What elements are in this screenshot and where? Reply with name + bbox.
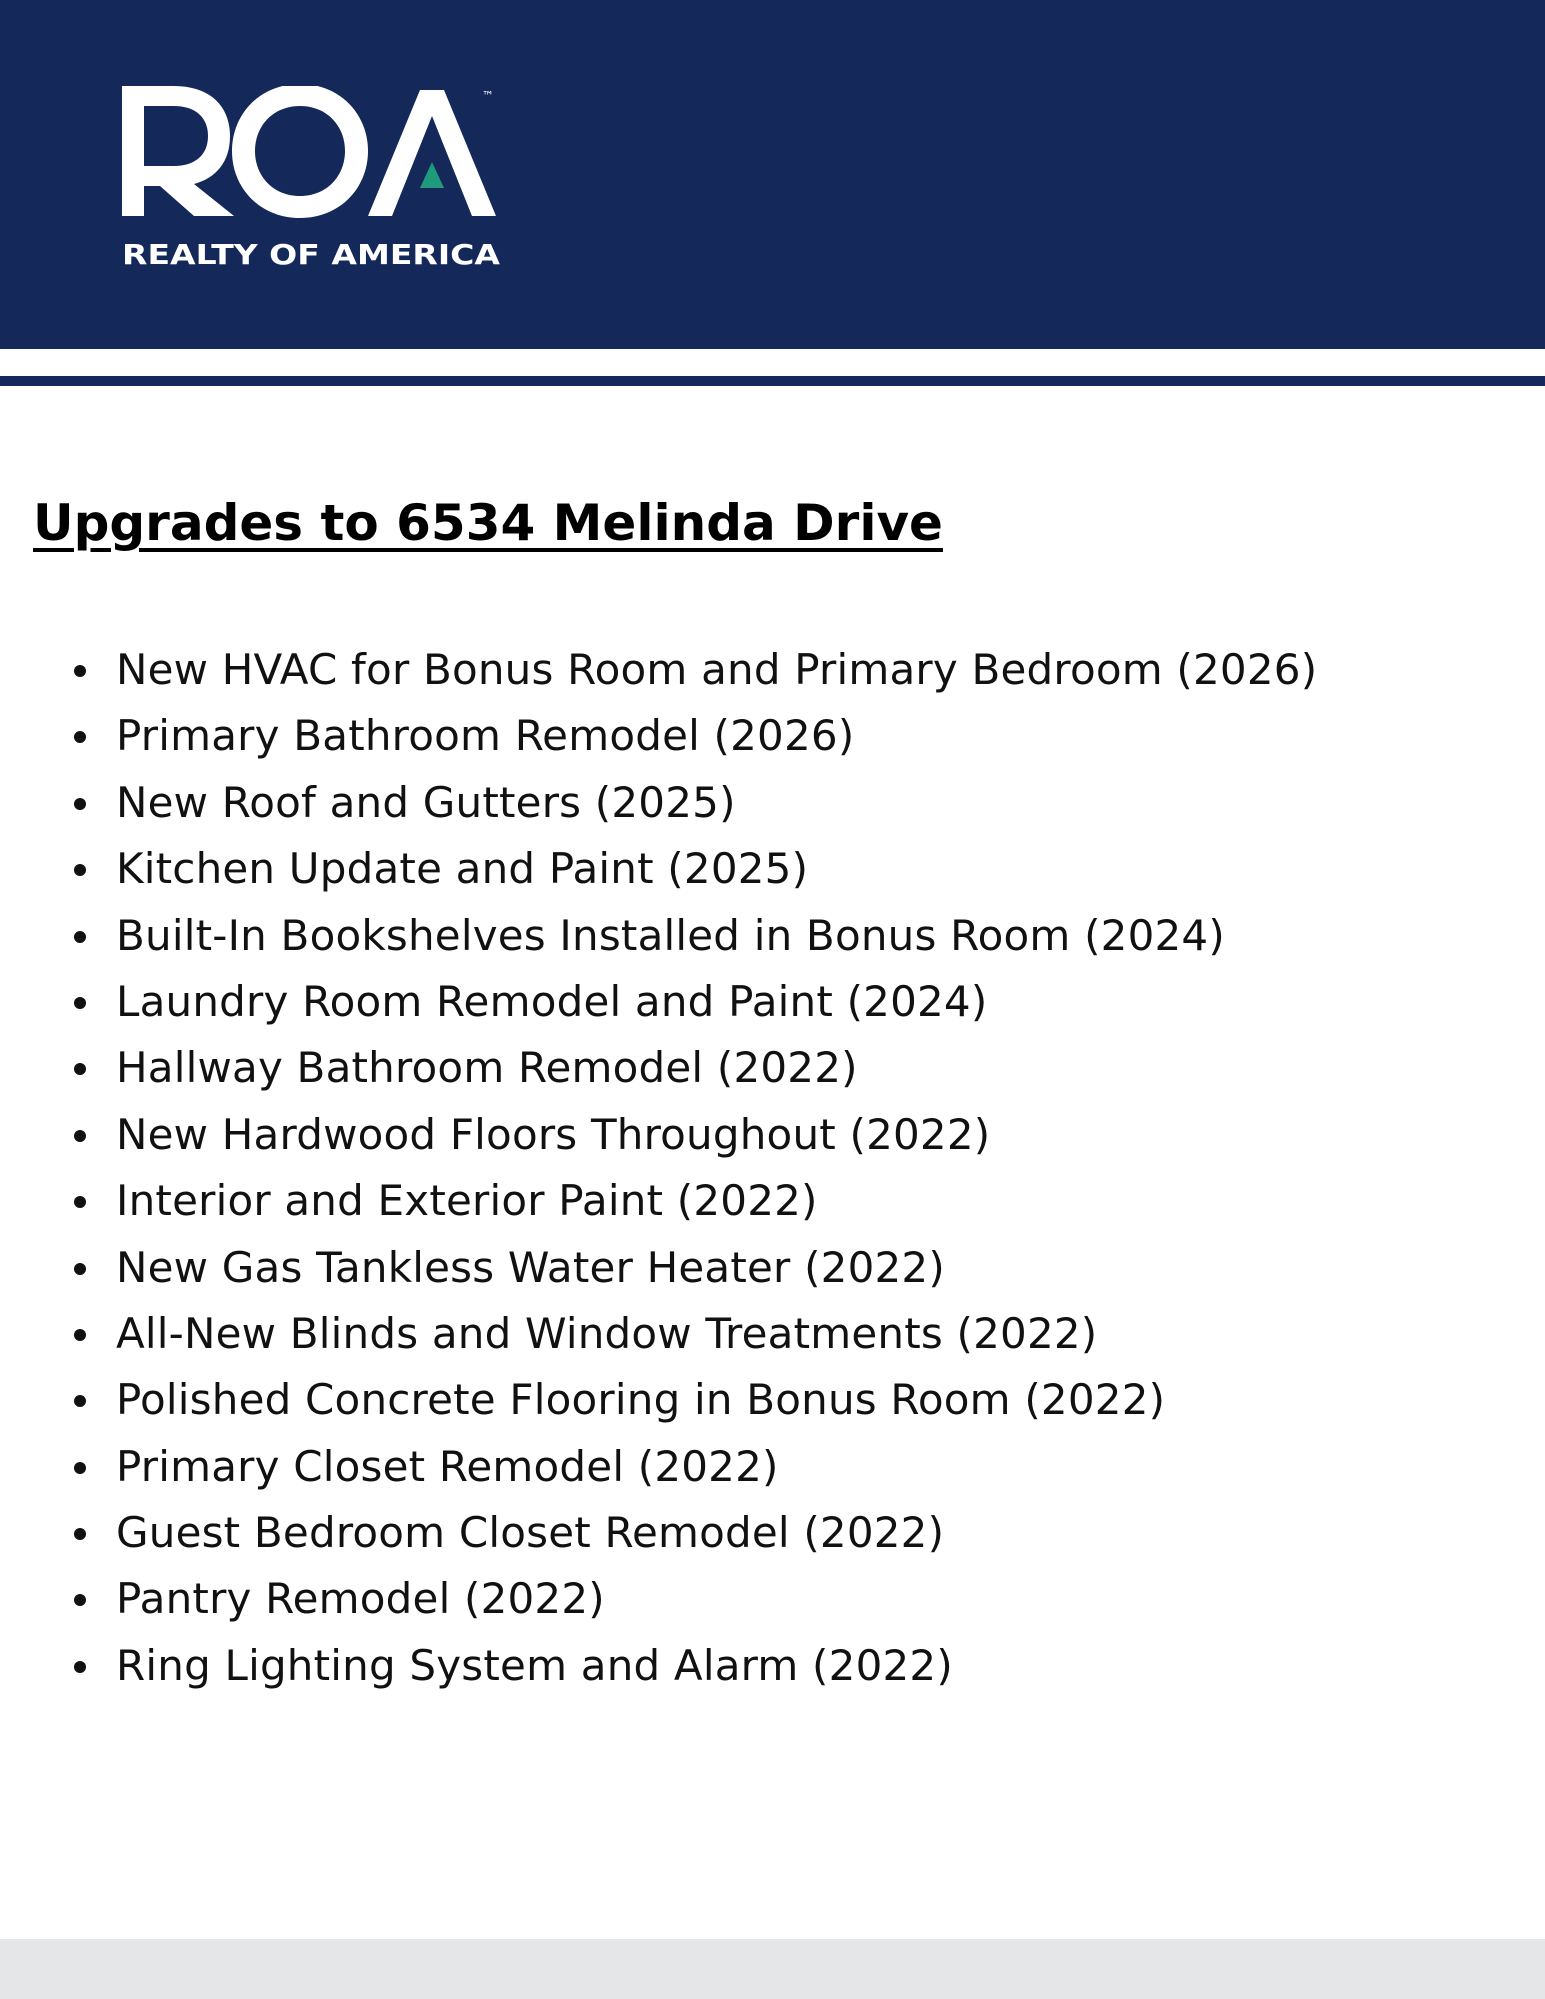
- bullet-icon: [74, 864, 86, 876]
- roa-logo: [122, 86, 507, 268]
- logo-letter-r: [122, 86, 234, 216]
- header-divider: [0, 376, 1545, 386]
- upgrade-text: Kitchen Update and Paint (2025): [116, 844, 809, 894]
- upgrade-text: Ring Lighting System and Alarm (2022): [116, 1640, 953, 1690]
- bullet-icon: [74, 997, 86, 1009]
- logo-trademark: ™: [482, 89, 494, 103]
- upgrade-text: Hallway Bathroom Remodel (2022): [116, 1043, 858, 1093]
- bullet-icon: [74, 798, 86, 810]
- bullet-icon: [74, 1329, 86, 1341]
- bullet-icon: [74, 1263, 86, 1275]
- upgrade-text: All-New Blinds and Window Treatments (2022): [116, 1308, 1098, 1358]
- logo-letter-a: [368, 90, 496, 216]
- header-banner: [0, 0, 1545, 349]
- upgrade-text: Laundry Room Remodel and Paint (2024): [116, 976, 988, 1026]
- bullet-icon: [74, 1661, 86, 1673]
- bullet-icon: [74, 1462, 86, 1474]
- upgrade-text: Primary Bathroom Remodel (2026): [116, 711, 855, 761]
- upgrade-text: Interior and Exterior Paint (2022): [116, 1176, 818, 1226]
- upgrade-text: Polished Concrete Flooring in Bonus Room (2022): [116, 1375, 1166, 1425]
- upgrade-text: New HVAC for Bonus Room and Primary Bedroom (2026): [116, 645, 1318, 694]
- bullet-icon: [74, 1528, 86, 1540]
- bullet-icon: [74, 1395, 86, 1407]
- upgrade-text: Guest Bedroom Closet Remodel (2022): [116, 1508, 945, 1558]
- upgrade-text: Built-In Bookshelves Installed in Bonus Room (2024): [116, 910, 1225, 960]
- page-title: Upgrades to 6534 Melinda Drive: [33, 494, 943, 552]
- bullet-icon: [74, 931, 86, 943]
- footer-band: [0, 1939, 1545, 1999]
- bullet-icon: [74, 1196, 86, 1208]
- upgrade-text: Primary Closet Remodel (2022): [116, 1441, 779, 1491]
- bullet-icon: [74, 665, 86, 677]
- bullet-icon: [74, 1130, 86, 1142]
- logo-letter-o: [232, 86, 368, 218]
- logo-tagline: REALTY OF AMERICA: [122, 238, 501, 268]
- bullet-icon: [74, 731, 86, 743]
- bullet-icon: [74, 1594, 86, 1606]
- upgrade-text: New Roof and Gutters (2025): [116, 777, 736, 827]
- upgrade-text: New Hardwood Floors Throughout (2022): [116, 1109, 991, 1159]
- upgrade-text: Pantry Remodel (2022): [116, 1574, 605, 1624]
- bullet-icon: [74, 1063, 86, 1075]
- upgrade-text: New Gas Tankless Water Heater (2022): [116, 1242, 945, 1292]
